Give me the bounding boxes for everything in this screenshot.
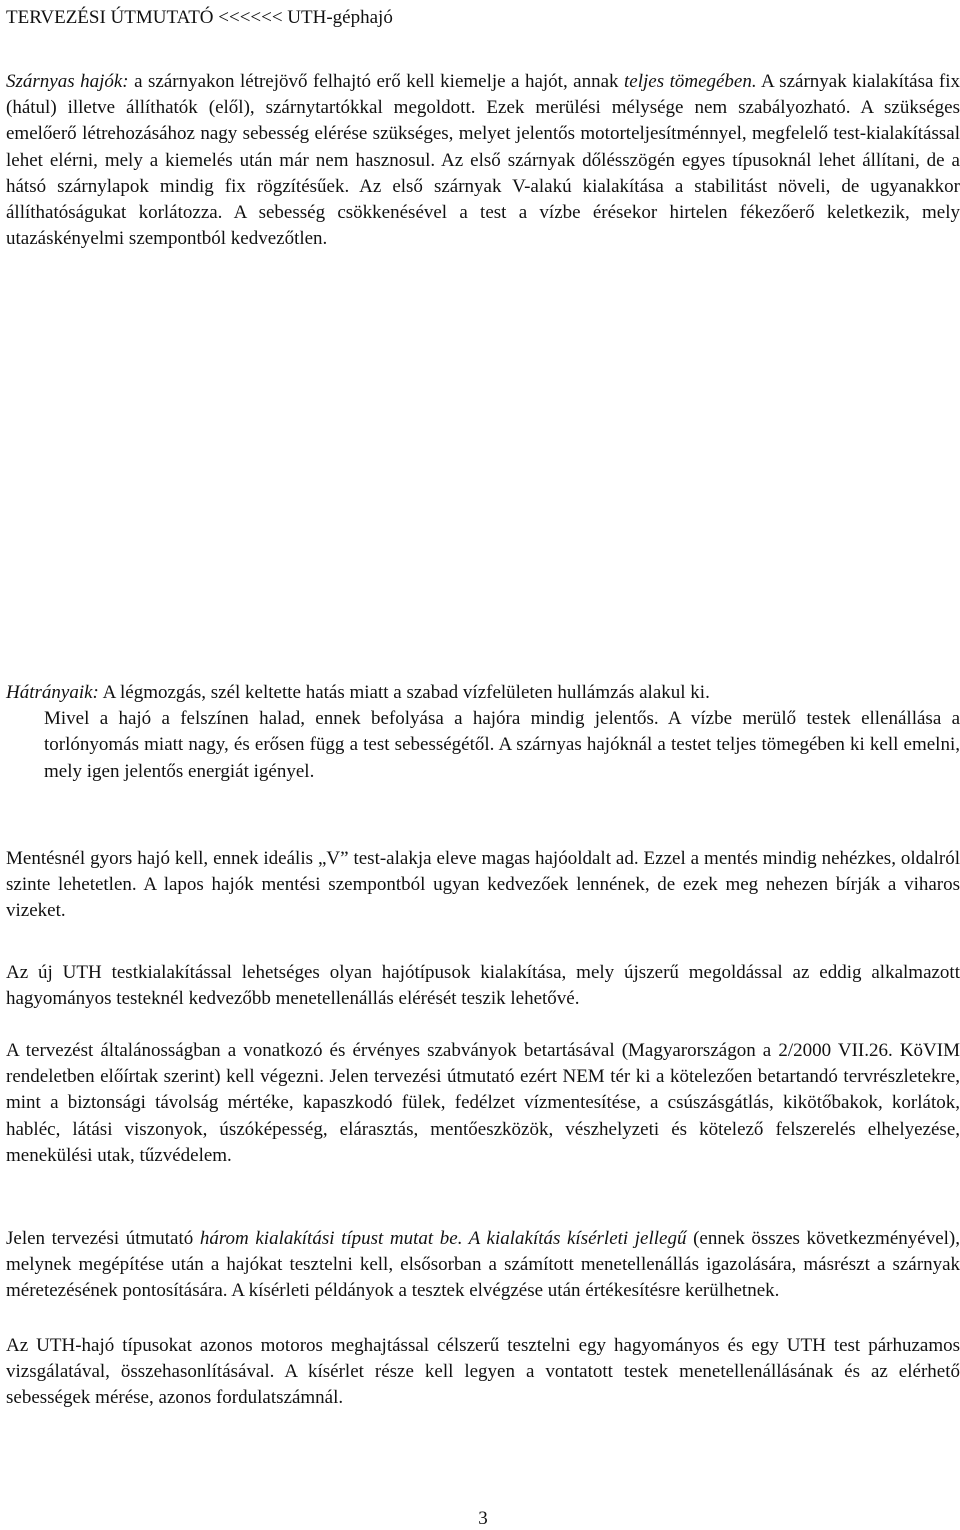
disadvantages-body: Mivel a hajó a felszínen halad, ennek befolyása a hajóra mindig jelentős. A vízbe merülő testek ellenállása a torlónyomás miatt nagy, és erősen függ a test sebességétől. A szárnyas hajóknál a testet teljes tömegében ki kell emelni, mely igen jelentős energiát igényel. [44,708,960,782]
document-header [6,6,960,30]
header-title: TERVEZÉSI ÚTMUTATÓ <<<<<< UTH-géphajó [6,7,393,28]
term-hydrofoil: Szárnyas hajók: [6,71,129,92]
paragraph-testing: Az UTH-hajó típusokat azonos motoros meghajtással célszerű tesztelni egy hagyományos és egy UTH test párhuzamos vizsgálatával, összehasonlításával. A kísérlet része kell legyen a vontatott testek menetellenállásának és az elérhető sebességek mérése, azonos fordulatszámnál. [6,1335,960,1409]
paragraph-design-types [6,1226,960,1305]
paragraph-text: a szárnyakon létrejövő felhajtó erő kell kiemelje a hajót, annak [128,71,624,92]
paragraph-rescue: Mentésnél gyors hajó kell, ennek ideális „V” test-alakja eleve magas hajóoldalt ad. Ezzel a mentés mindig nehézkes, oldalról szinte lehetetlen. A lapos hajók mentési szempontból ugyan kedvezőek lennének, de ezek meg nehezen bírják a viharos vizeket. [6,848,960,922]
page-number: 3 [478,1508,488,1529]
paragraph-standards: A tervezést általánosságban a vonatkozó és érvényes szabványok betartásával (Magyarországon a 2/2000 VII.26. KöVIM rendeletben előírtak szerint) kell végezni. Jelen tervezési útmutató ezért NEM tér ki a kötelezően betartandó tervrészletekre, mint a biztonsági távolság mértéke, kapaszkodó fülek, fedélzet vízmentesítése, a csúszásgátlás, kikötőbakok, korlátok, habléc, látási viszonyok, úszóképesség, elárasztás, mentőeszközök, vészhelyzeti és kötelező felszerelés elhelyezése, menekülési utak, tűzvédelem. [6,1040,960,1166]
paragraph-text: Jelen tervezési útmutató [6,1228,200,1249]
disadvantages-first-line [6,680,960,706]
emphasis-text: teljes tömegében. [624,71,757,92]
document-page [6,0,960,1528]
paragraph-text: A légmozgás, szél keltette hatás miatt a szabad vízfelületen hullámzás alakul ki. [98,682,710,703]
paragraph-uth-hull: Az új UTH testkialakítással lehetséges olyan hajótípusok kialakítása, mely újszerű megoldással az eddig alkalmazott hagyományos testeknél kedvezőbb menetellenállás elérését teszik lehetővé. [6,962,960,1010]
paragraph-text: A szárnyak kialakítása fix (hátul) illetve állíthatók (elől), szárnytartókkal megoldott. Ezek merülési mélysége nem szabályozható. A szükséges emelőerő létrehozásához nagy sebesség elérése szükséges, melyet jelentős motorteljesítménnyel, megfelelő test-kialakítással lehet elérni, mely a kiemelés után már nem hasznosul. Az első szárnyak dőlésszögén egyes típusoknál lehet állítani, de a hátsó szárnylapok mindig fix rögzítésűek. Az első szárnyak V-alakú kialakítása a stabilitást növeli, de ugyanakkor állíthatóságukat korlátozza. A sebesség csökkenésével a test a vízbe érésekor hirtelen fékezőerő keletkezik, mely utazáskényelmi szempontból kedvezőtlen. [6,71,960,250]
paragraph-text: (ennek összes következményével), melynek megépítése után a hajókat tesztelni kell, elsősorban a számított menetellenállás igazolására, másrészt a szárnyak méretezésének pontosítására. A kísérleti példányok a tesztek elvégzése után értékesítésre kerülhetnek. [6,1228,960,1302]
paragraph-disadvantages [6,680,960,785]
paragraph-hydrofoil [6,69,960,252]
term-disadvantages: Hátrányaik: [6,682,99,703]
emphasis-text: három kialakítási típust mutat be. A kialakítás kísérleti jellegű [199,1228,687,1249]
